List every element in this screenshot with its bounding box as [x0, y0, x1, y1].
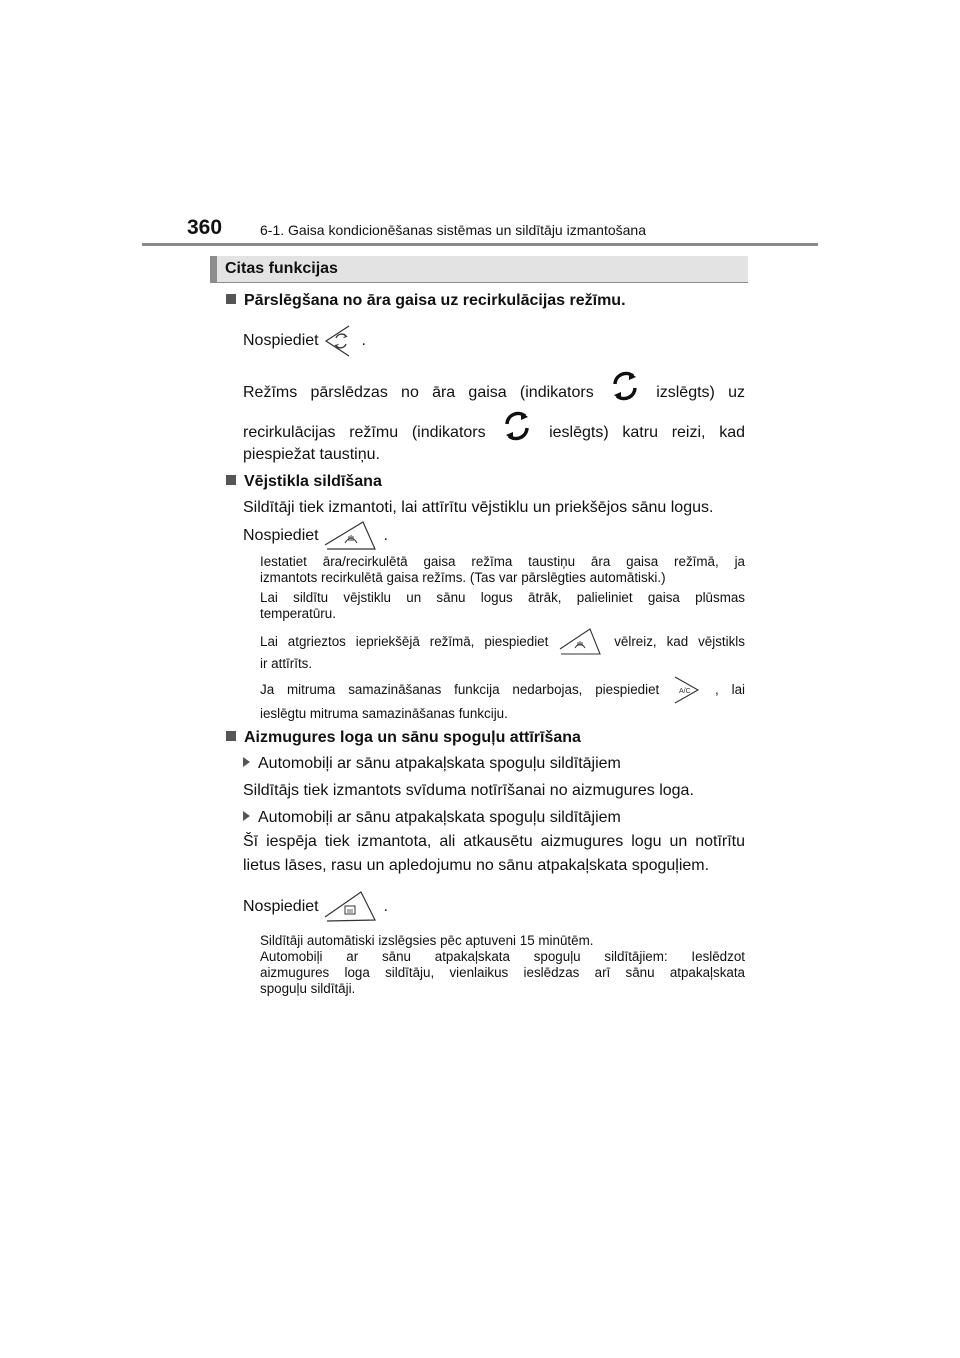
windshield-note-5: Lai atgrieztos iepriekšējā režīmā, piespiediet vēlreiz, kad vējstikls [260, 626, 745, 658]
square-bullet-icon [226, 475, 236, 485]
chapter-title: 6-1. Gaisa kondicionēšanas sistēmas un sildītāju izmantošana [260, 222, 646, 238]
header-rule [142, 243, 818, 246]
rear-note-4: spoguļu sildītāji. [260, 981, 356, 996]
rear-heading: Aizmugures loga un sānu spoguļu attīrīšana [226, 729, 581, 747]
section-title: Citas funkcijas [225, 260, 338, 277]
windshield-note-2: izmantots recirkulētā gaisa režīms. (Tas var pārslēgties automātiski.) [260, 570, 666, 585]
square-bullet-icon [226, 731, 236, 741]
rear-bullet-1: Automobiļi ar sānu atpakaļskata spoguļu sildītājiem [243, 755, 621, 773]
recirc-button-icon [323, 324, 357, 358]
triangle-bullet-icon [243, 757, 250, 767]
windshield-note-1: Iestatiet āra/recirkulētā gaisa režīma taustiņu āra gaisa režīmā, ja [260, 554, 745, 569]
windshield-note-3: Lai sildītu vējstiklu un sānu logus ātrāk, palieliniet gaisa plūsmas [260, 590, 745, 605]
recirc-heading: Pārslēgšana no āra gaisa uz recirkulācijas režīmu. [226, 292, 626, 310]
recirc-line-3: piespiežat taustiņu. [243, 446, 380, 463]
recirc-line-1: Režīms pārslēdzas no āra gaisa (indikators izslēgts) uz [243, 368, 745, 404]
rear-line-1: Sildītājs tiek izmantots svīduma notīrīšanai no aizmugures loga. [243, 782, 694, 799]
rear-line-2: Šī iespēja tiek izmantota, ali atkausētu aizmugures logu un notīrītu [243, 833, 745, 850]
recirc-line-2: recirkulācijas režīmu (indikators ieslēgts) katru reizi, kad [243, 408, 745, 444]
page-number: 360 [187, 216, 223, 239]
rear-defogger-button-icon [323, 889, 379, 925]
svg-text:A/C: A/C [679, 688, 691, 696]
recirc-indicator-on-icon [499, 408, 535, 458]
windshield-note-6: ir attīrīts. [260, 656, 313, 671]
windshield-note-4: temperatūru. [260, 606, 336, 621]
windshield-defroster-small-icon [558, 627, 604, 657]
rear-press-line: Nospiediet . [243, 889, 388, 925]
rear-line-3: lietus lāses, rasu un apledojumu no sānu atpakaļskata spoguļiem. [243, 857, 710, 874]
windshield-press-line: Nospiediet . [243, 519, 388, 553]
square-bullet-icon [226, 294, 236, 304]
windshield-line-1: Sildītāji tiek izmantoti, lai attīrītu vējstiklu un priekšējos sānu logus. [243, 499, 714, 516]
recirc-press-line: Nospiediet . [243, 324, 366, 358]
rear-note-3: aizmugures loga sildītāju, vienlaikus ieslēdzas arī sānu atpakaļskata [260, 965, 745, 980]
rear-note-2: Automobiļi ar sānu atpakaļskata spoguļu sildītājiem: Ieslēdzot [260, 949, 745, 964]
triangle-bullet-icon [243, 811, 250, 821]
section-header [210, 256, 748, 283]
windshield-note-7: Ja mitruma samazināšanas funkcija nedarbojas, piespiediet A/C , lai [260, 674, 745, 706]
ac-button-icon [672, 675, 702, 705]
windshield-defroster-button-icon [323, 519, 379, 553]
windshield-note-8: ieslēgtu mitruma samazināšanas funkciju. [260, 706, 508, 721]
rear-note-1: Sildītāji automātiski izslēgsies pēc aptuveni 15 minūtēm. [260, 933, 594, 948]
windshield-heading: Vējstikla sildīšana [226, 473, 382, 491]
rear-bullet-2: Automobiļi ar sānu atpakaļskata spoguļu sildītājiem [243, 809, 621, 827]
